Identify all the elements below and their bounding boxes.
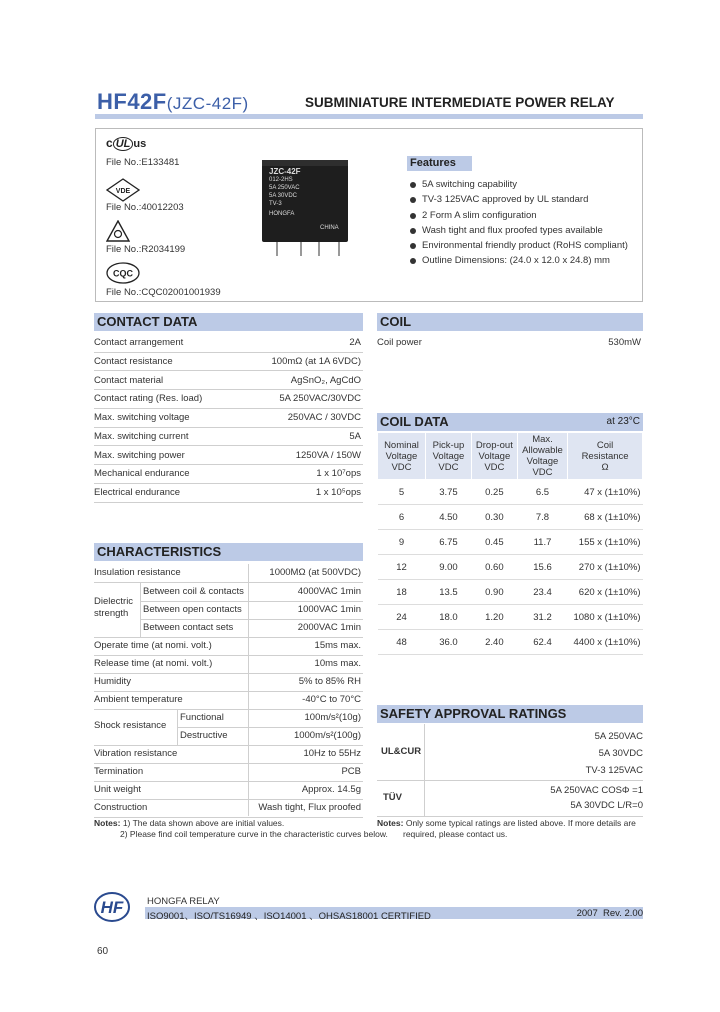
coil-header-line: Resistance [581,450,629,462]
coil-data-table [377,432,643,655]
coil-cell: 31.2 [517,605,567,630]
contact-value: AgSnO₂, AgCdO [290,374,361,386]
char-value: 100m/s²(10g) [304,712,361,723]
coil-cell: 62.4 [517,630,567,655]
relay-label-line: JZC-42F [269,167,301,176]
coil-header-line: VDC [438,461,459,473]
contact-row [94,353,363,372]
tuv-label: TÜV [383,792,402,803]
coil-cell: 11.7 [517,530,567,555]
relay-label-line: 012-2HS [269,177,293,183]
relay-pin [318,242,320,256]
coil-header-line: Voltage [478,450,511,462]
svg-text:HF: HF [100,898,124,917]
model-name: HF42F [97,89,167,114]
coil-cell: 36.0 [426,630,472,655]
contact-row [94,428,363,447]
relay-origin: CHINA [320,225,339,231]
coil-row [378,580,643,605]
coil-cell: 12 [378,555,426,580]
model-alt: (JZC-42F) [166,94,249,113]
contact-value: 1250VA / 150W [295,449,361,461]
contact-value: 5A [349,430,361,442]
char-value: 5% to 85% RH [298,676,361,687]
coil-header-line: VDC [484,461,505,473]
coil-row [378,555,643,580]
feature-item: Outline Dimensions: (24.0 x 12.0 x 24.8) mm [410,255,628,270]
feature-item: Wash tight and flux proofed types available [410,225,628,240]
page-title: SUBMINIATURE INTERMEDIATE POWER RELAY [305,95,615,110]
coil-column-header [568,433,643,480]
feature-item: 5A switching capability [410,179,628,194]
coil-header-line: Drop-out [475,439,513,451]
char-row [94,619,363,638]
coil-cell: 270 x (1±10%) [568,555,643,580]
coil-cell: 6 [378,505,426,530]
char-row [94,727,363,746]
coil-cell: 0.30 [471,505,517,530]
divider [140,583,141,638]
coil-header-line: VDC [532,467,553,478]
char-row [94,763,363,782]
coil-cell: 4400 x (1±10%) [568,630,643,655]
char-label: Humidity [94,676,131,687]
contact-data-title: CONTACT DATA [94,313,363,331]
char-value: 15ms max. [314,640,361,651]
characteristics-title: CHARACTERISTICS [94,543,363,561]
contact-label: Electrical endurance [94,487,181,498]
coil-cell: 23.4 [517,580,567,605]
coil-header-line: Voltage [432,450,465,462]
char-value: 1000VAC 1min [297,604,361,615]
product-model [97,89,249,115]
coil-header-line: Nominal [384,439,419,451]
contact-row [94,409,363,428]
note-item: required, please contact us. [403,829,508,839]
char-label: Ambient temperature [94,694,183,705]
company-name: HONGFA RELAY [147,896,220,907]
tuv-mark-icon [106,220,130,247]
footer-certifications: ISO9001、ISO/TS16949 、ISO14001 、OHSAS18001 CERTIFIED [147,911,431,922]
coil-cell: 18.0 [426,605,472,630]
contact-row [94,484,363,503]
feature-item: TV-3 125VAC approved by UL standard [410,194,628,209]
contact-label: Contact material [94,374,164,386]
contact-value: 100mΩ (at 1A 6VDC) [271,355,361,367]
contact-value: 1 x 10⁷ops [316,468,361,480]
ul-cur-label: UL&CUR [381,746,422,757]
feature-item: 2 Form A slim configuration [410,210,628,225]
coil-column-header [471,433,517,480]
char-value: -40°C to 70°C [302,694,361,705]
char-label: Between contact sets [143,622,234,633]
contact-label: Contact arrangement [94,337,184,348]
contact-label: Contact rating (Res. load) [94,393,203,405]
notes-right [377,818,636,840]
char-value: 2000VAC 1min [297,622,361,633]
features-title: Features [407,156,472,171]
notes-left [94,818,388,840]
char-label: Vibration resistance [94,748,178,759]
coil-row [378,480,643,505]
ul-cur-values [586,728,643,779]
relay-label-line: 5A 250VAC [269,185,300,191]
svg-text:CQC: CQC [113,268,133,279]
char-row [141,601,363,620]
notes-label: Notes: [94,818,121,828]
contact-row [94,447,363,466]
contact-value: 250VAC / 30VDC [287,412,361,423]
coil-cell: 9.00 [426,555,472,580]
contact-row [94,372,363,391]
char-value: 1000m/s²(100g) [293,730,361,741]
char-row [177,709,363,728]
relay-label-line: 5A 30VDC [269,193,298,199]
coil-column-header [378,433,426,480]
divider [424,724,425,816]
contact-label: Max. switching current [94,430,189,442]
safety-value: 5A 30VDC [598,748,643,759]
char-value: 10Hz to 55Hz [303,748,361,759]
char-row [94,673,363,692]
contact-row [94,465,363,484]
char-value: 4000VAC 1min [297,586,361,597]
coil-cell: 47 x (1±10%) [568,480,643,505]
coil-cell: 9 [378,530,426,555]
tuv-file-number: File No.:R2034199 [106,244,186,255]
contact-row [94,390,363,409]
coil-cell: 0.45 [471,530,517,555]
coil-cell: 3.75 [426,480,472,505]
coil-cell: 1.20 [471,605,517,630]
char-row [94,745,363,764]
contact-label: Max. switching voltage [94,412,190,423]
coil-title: COIL [377,313,643,331]
coil-cell: 620 x (1±10%) [568,580,643,605]
contact-label: Mechanical endurance [94,468,190,480]
coil-cell: 1080 x (1±10%) [568,605,643,630]
cqc-file-number: File No.:CQC02001001939 [106,287,221,298]
char-row [94,564,363,583]
dielectric-label-line: Dielectric [94,596,134,607]
coil-cell: 6.5 [517,480,567,505]
coil-data-title-text: COIL DATA [380,414,449,429]
coil-power-value: 530mW [608,337,641,348]
char-label: Insulation resistance [94,567,181,578]
char-label: Between open contacts [143,604,242,615]
coil-cell: 0.25 [471,480,517,505]
coil-power-label: Coil power [377,337,422,348]
char-label: Construction [94,802,148,813]
coil-cell: 18 [378,580,426,605]
note-item: 2) Please find coil temperature curve in the characteristic curves below. [120,829,388,839]
shock-label: Shock resistance [94,720,167,731]
char-label: Release time (at nomi. volt.) [94,658,213,669]
relay-label-line: TV-3 [269,201,282,207]
cqc-mark-icon [106,262,140,289]
svg-text:VDE: VDE [115,188,131,195]
note-item: Only some typical ratings are listed above. If more details are [405,818,636,828]
char-row [94,691,363,710]
tuv-values [550,783,643,813]
contact-value: 2A [349,337,361,348]
dielectric-label-line: strength [94,608,129,619]
header-rule [95,114,643,119]
safety-value: 5A 250VAC COSΦ =1 [550,785,643,796]
coil-cell: 155 x (1±10%) [568,530,643,555]
coil-cell: 6.75 [426,530,472,555]
coil-header-line: Voltage [385,450,418,462]
coil-power-row [377,334,643,353]
feature-item: Environmental friendly product (RoHS compliant) [410,240,628,255]
coil-cell: 13.5 [426,580,472,605]
footer-revision [577,908,643,919]
coil-cell: 68 x (1±10%) [568,505,643,530]
hongfa-logo-icon [93,891,133,928]
dielectric-label [94,596,133,620]
char-value: Wash tight, Flux proofed [258,802,361,813]
char-row [94,655,363,674]
coil-cell: 24 [378,605,426,630]
char-value: PCB [341,766,361,777]
contact-row [94,334,363,353]
coil-cell: 4.50 [426,505,472,530]
vde-file-number: File No.:40012203 [106,202,184,213]
page-number: 60 [97,946,109,957]
coil-cell: 0.90 [471,580,517,605]
safety-value: 5A 30VDC L/R=0 [570,800,643,811]
coil-cell: 7.8 [517,505,567,530]
char-label: Operate time (at nomi. volt.) [94,640,212,651]
coil-header-line: VDC [391,461,412,473]
safety-approval-title: SAFETY APPROVAL RATINGS [377,705,643,723]
coil-cell: 5 [378,480,426,505]
coil-header-line: Max. [532,434,553,445]
safety-value: 5A 250VAC [594,731,643,742]
char-label: Functional [180,712,224,723]
contact-value: 1 x 10⁵ops [315,487,361,498]
char-label: Termination [94,766,144,777]
note-item: 1) The data shown above are initial values. [122,818,285,828]
contact-value: 5A 250VAC/30VDC [279,393,361,405]
char-row [141,583,363,602]
coil-cell: 2.40 [471,630,517,655]
relay-brand: HONGFA [269,211,295,217]
char-row [94,637,363,656]
coil-header-line: Pick-up [432,439,465,451]
footer-year: 2007 [576,908,598,919]
relay-pin [300,242,302,256]
contact-label: Contact resistance [94,355,173,367]
coil-row [378,630,643,655]
coil-header-line: Ω [601,461,609,473]
coil-header-line: Voltage [526,456,559,467]
safety-value: TV-3 125VAC [585,765,643,776]
char-value: 10ms max. [314,658,361,669]
footer-rev: Rev. 2.00 [603,908,643,919]
char-label: Unit weight [94,784,141,795]
coil-row [378,530,643,555]
coil-cell: 0.60 [471,555,517,580]
coil-header-line: Allowable [522,445,563,456]
ul-mark-icon: c UL us [106,136,147,150]
char-value: Approx. 14.5g [301,784,361,795]
coil-data-condition: at 23°C [606,416,640,427]
char-label: Between coil & contacts [143,586,244,597]
char-label: Destructive [180,730,228,741]
contact-label: Max. switching power [94,449,185,461]
features-list [410,179,628,271]
coil-cell: 48 [378,630,426,655]
notes-label: Notes: [377,818,404,828]
divider [377,780,643,781]
relay-pin [276,242,278,256]
ul-file-number: File No.:E133481 [106,157,180,168]
coil-data-title [377,413,643,431]
relay-product-image [262,160,348,242]
char-row [94,781,363,800]
coil-cell: 15.6 [517,555,567,580]
coil-column-header [517,433,567,480]
coil-row [378,505,643,530]
char-value: 1000MΩ (at 500VDC) [269,567,361,578]
coil-row [378,605,643,630]
char-row [94,799,363,818]
coil-column-header [426,433,472,480]
relay-pin [338,242,340,256]
coil-header-line: Coil [596,439,614,451]
